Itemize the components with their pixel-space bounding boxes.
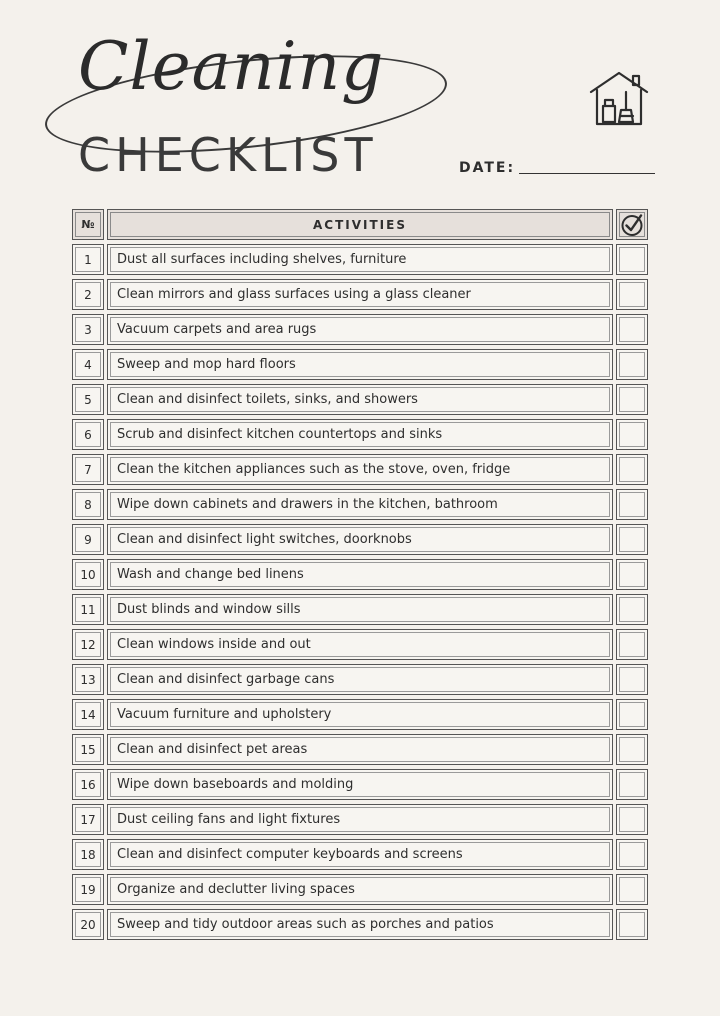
check-circle-icon xyxy=(620,213,644,237)
activity-text: Vacuum furniture and upholstery xyxy=(107,699,613,730)
row-number: 4 xyxy=(72,349,104,380)
row-number: 6 xyxy=(72,419,104,450)
page-title: CHECKLIST xyxy=(78,128,378,182)
table-row xyxy=(72,839,648,874)
header-check xyxy=(616,209,648,240)
activity-text: Clean the kitchen appliances such as the stove, oven, fridge xyxy=(107,454,613,485)
activity-text: Wipe down cabinets and drawers in the kitchen, bathroom xyxy=(107,489,613,520)
activity-text: Vacuum carpets and area rugs xyxy=(107,314,613,345)
checkbox[interactable] xyxy=(616,349,648,380)
checkbox[interactable] xyxy=(616,594,648,625)
checkbox[interactable] xyxy=(616,839,648,870)
checkbox[interactable] xyxy=(616,734,648,765)
activity-text: Clean and disinfect computer keyboards and screens xyxy=(107,839,613,870)
table-row xyxy=(72,349,648,384)
activity-text: Scrub and disinfect kitchen countertops and sinks xyxy=(107,419,613,450)
checkbox[interactable] xyxy=(616,664,648,695)
date-input-line[interactable] xyxy=(519,173,655,174)
table-row xyxy=(72,769,648,804)
table-row xyxy=(72,244,648,279)
checkbox[interactable] xyxy=(616,314,648,345)
row-number: 10 xyxy=(72,559,104,590)
row-number: 7 xyxy=(72,454,104,485)
row-number: 2 xyxy=(72,279,104,310)
checkbox[interactable] xyxy=(616,559,648,590)
table-row xyxy=(72,874,648,909)
activity-text: Organize and declutter living spaces xyxy=(107,874,613,905)
checkbox[interactable] xyxy=(616,489,648,520)
checkbox[interactable] xyxy=(616,244,648,275)
row-number: 15 xyxy=(72,734,104,765)
checkbox[interactable] xyxy=(616,454,648,485)
activity-text: Wipe down baseboards and molding xyxy=(107,769,613,800)
table-row xyxy=(72,734,648,769)
date-label: DATE: xyxy=(459,160,516,176)
checkbox[interactable] xyxy=(616,769,648,800)
row-number: 14 xyxy=(72,699,104,730)
house-cleaning-icon xyxy=(588,70,650,126)
activity-text: Dust ceiling fans and light fixtures xyxy=(107,804,613,835)
table-row xyxy=(72,454,648,489)
table-row xyxy=(72,419,648,454)
activity-text: Clean and disinfect pet areas xyxy=(107,734,613,765)
table-row xyxy=(72,559,648,594)
row-number: 8 xyxy=(72,489,104,520)
table-row xyxy=(72,629,648,664)
activity-text: Dust blinds and window sills xyxy=(107,594,613,625)
table-row xyxy=(72,664,648,699)
header-activities: ACTIVITIES xyxy=(107,209,613,240)
row-number: 9 xyxy=(72,524,104,555)
row-number: 20 xyxy=(72,909,104,940)
activity-text: Wash and change bed linens xyxy=(107,559,613,590)
activity-text: Clean and disinfect light switches, doorknobs xyxy=(107,524,613,555)
checkbox[interactable] xyxy=(616,909,648,940)
header-number: № xyxy=(72,209,104,240)
date-field xyxy=(459,160,655,176)
table-row xyxy=(72,699,648,734)
table-row xyxy=(72,524,648,559)
row-number: 1 xyxy=(72,244,104,275)
activity-text: Sweep and mop hard floors xyxy=(107,349,613,380)
activity-text: Clean mirrors and glass surfaces using a glass cleaner xyxy=(107,279,613,310)
checkbox[interactable] xyxy=(616,279,648,310)
table-row xyxy=(72,279,648,314)
table-row xyxy=(72,489,648,524)
checkbox[interactable] xyxy=(616,419,648,450)
row-number: 19 xyxy=(72,874,104,905)
table-row xyxy=(72,594,648,629)
row-number: 5 xyxy=(72,384,104,415)
table-row xyxy=(72,909,648,944)
checkbox[interactable] xyxy=(616,804,648,835)
checkbox[interactable] xyxy=(616,524,648,555)
row-number: 18 xyxy=(72,839,104,870)
row-number: 11 xyxy=(72,594,104,625)
row-number: 13 xyxy=(72,664,104,695)
table-row xyxy=(72,804,648,839)
table-header-row xyxy=(72,209,648,244)
row-number: 17 xyxy=(72,804,104,835)
table-row xyxy=(72,314,648,349)
activity-text: Clean windows inside and out xyxy=(107,629,613,660)
checkbox[interactable] xyxy=(616,629,648,660)
row-number: 16 xyxy=(72,769,104,800)
table-row xyxy=(72,384,648,419)
checkbox[interactable] xyxy=(616,699,648,730)
checkbox[interactable] xyxy=(616,874,648,905)
title-script: Cleaning xyxy=(78,28,385,105)
row-number: 3 xyxy=(72,314,104,345)
checkbox[interactable] xyxy=(616,384,648,415)
row-number: 12 xyxy=(72,629,104,660)
activity-text: Sweep and tidy outdoor areas such as porches and patios xyxy=(107,909,613,940)
activity-text: Clean and disinfect garbage cans xyxy=(107,664,613,695)
checklist-table xyxy=(72,209,648,944)
activity-text: Dust all surfaces including shelves, furniture xyxy=(107,244,613,275)
activity-text: Clean and disinfect toilets, sinks, and showers xyxy=(107,384,613,415)
